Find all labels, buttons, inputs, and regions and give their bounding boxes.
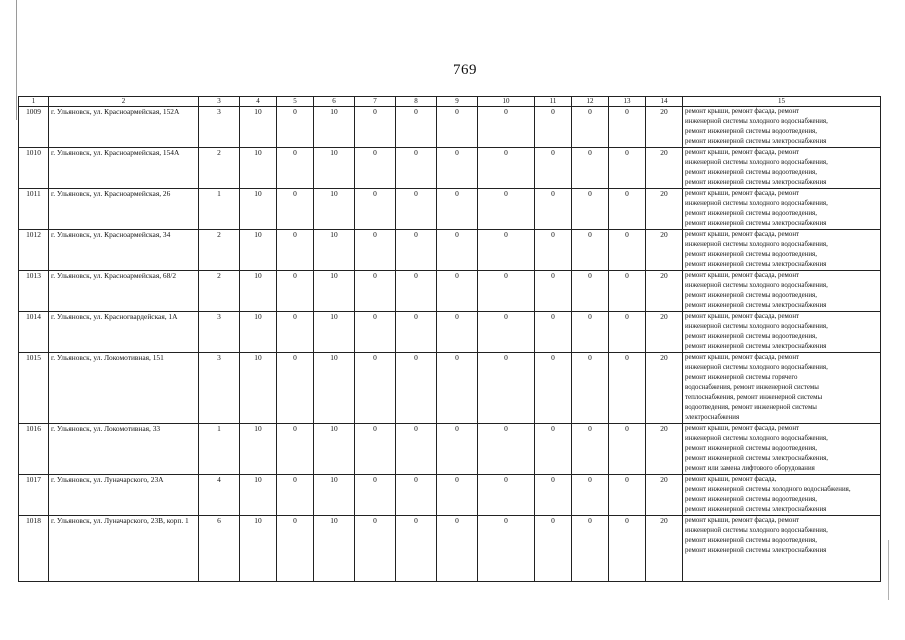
value-cell-c7: 0 xyxy=(355,475,396,516)
value-cell-c4: 10 xyxy=(240,424,277,475)
header-cell: 8 xyxy=(396,97,437,107)
value-cell-c3: 2 xyxy=(199,230,240,271)
work-type-line: ремонт инженерной системы электроснабжения, xyxy=(685,455,829,462)
value-cell-c14: 20 xyxy=(646,271,683,312)
work-types-cell xyxy=(683,230,881,271)
address-cell: г. Ульяновск, ул. Красноармейская, 152А xyxy=(49,107,199,148)
value-cell-c13: 0 xyxy=(609,189,646,230)
work-type-line: ремонт инженерной системы электроснабжения xyxy=(685,179,827,186)
work-type-line: ремонт крыши, ремонт фасада, ремонт xyxy=(685,272,800,279)
page-number: 769 xyxy=(453,62,477,78)
value-cell-c10: 0 xyxy=(478,353,535,424)
work-types-cell xyxy=(683,189,881,230)
value-cell-c12: 0 xyxy=(572,230,609,271)
value-cell-c4: 10 xyxy=(240,189,277,230)
work-types-cell xyxy=(683,271,881,312)
value-cell-c7: 0 xyxy=(355,271,396,312)
table-row xyxy=(19,148,881,189)
work-type-line: ремонт крыши, ремонт фасада, ремонт xyxy=(685,517,800,524)
value-cell-c8: 0 xyxy=(396,189,437,230)
value-cell-c3: 6 xyxy=(199,516,240,582)
work-types-cell xyxy=(683,516,881,582)
row-number: 1010 xyxy=(19,148,49,189)
work-type-line: ремонт инженерной системы водоотведения, xyxy=(685,128,817,135)
table-row xyxy=(19,312,881,353)
address-cell: г. Ульяновск, ул. Луначарского, 23А xyxy=(49,475,199,516)
header-row xyxy=(19,97,881,107)
work-type-line: ремонт крыши, ремонт фасада, ремонт xyxy=(685,149,800,156)
work-type-line: ремонт инженерной системы водоотведения, xyxy=(685,445,817,452)
work-type-line: ремонт инженерной системы электроснабжения xyxy=(685,138,827,145)
work-type-line: инженерной системы холодного водоснабжения, xyxy=(685,527,828,534)
value-cell-c6: 10 xyxy=(314,353,355,424)
value-cell-c11: 0 xyxy=(535,516,572,582)
repair-table xyxy=(18,96,881,582)
header-cell: 11 xyxy=(535,97,572,107)
table-row xyxy=(19,475,881,516)
work-type-line: ремонт или замена лифтового оборудования xyxy=(685,465,815,472)
work-type-line: ремонт инженерной системы водоотведения, xyxy=(685,537,817,544)
value-cell-c3: 3 xyxy=(199,107,240,148)
value-cell-c12: 0 xyxy=(572,189,609,230)
value-cell-c5: 0 xyxy=(277,516,314,582)
scan-edge-left xyxy=(16,0,17,120)
work-type-line: ремонт крыши, ремонт фасада, ремонт xyxy=(685,108,800,115)
address-cell: г. Ульяновск, ул. Луначарского, 23В, корп. 1 xyxy=(49,516,199,582)
value-cell-c11: 0 xyxy=(535,148,572,189)
value-cell-c8: 0 xyxy=(396,424,437,475)
value-cell-c14: 20 xyxy=(646,107,683,148)
value-cell-c11: 0 xyxy=(535,312,572,353)
address-cell: г. Ульяновск, ул. Красноармейская, 154А xyxy=(49,148,199,189)
value-cell-c3: 1 xyxy=(199,189,240,230)
row-number: 1015 xyxy=(19,353,49,424)
value-cell-c4: 10 xyxy=(240,353,277,424)
work-type-line: ремонт инженерной системы электроснабжения xyxy=(685,506,827,513)
row-number: 1013 xyxy=(19,271,49,312)
value-cell-c4: 10 xyxy=(240,148,277,189)
value-cell-c13: 0 xyxy=(609,424,646,475)
table-row xyxy=(19,516,881,582)
value-cell-c11: 0 xyxy=(535,475,572,516)
table-row xyxy=(19,424,881,475)
value-cell-c5: 0 xyxy=(277,230,314,271)
header-cell: 9 xyxy=(437,97,478,107)
work-type-line: ремонт инженерной системы водоотведения, xyxy=(685,292,817,299)
table-row xyxy=(19,189,881,230)
value-cell-c10: 0 xyxy=(478,107,535,148)
work-type-line: ремонт инженерной системы электроснабжения xyxy=(685,343,827,350)
value-cell-c7: 0 xyxy=(355,230,396,271)
value-cell-c12: 0 xyxy=(572,107,609,148)
value-cell-c5: 0 xyxy=(277,107,314,148)
row-number: 1017 xyxy=(19,475,49,516)
work-type-line: ремонт крыши, ремонт фасада, xyxy=(685,476,777,483)
work-type-line: инженерной системы холодного водоснабжения, xyxy=(685,282,828,289)
value-cell-c10: 0 xyxy=(478,424,535,475)
value-cell-c4: 10 xyxy=(240,516,277,582)
value-cell-c10: 0 xyxy=(478,516,535,582)
value-cell-c5: 0 xyxy=(277,475,314,516)
value-cell-c8: 0 xyxy=(396,148,437,189)
table-row xyxy=(19,271,881,312)
row-number: 1011 xyxy=(19,189,49,230)
value-cell-c5: 0 xyxy=(277,271,314,312)
work-types-cell xyxy=(683,107,881,148)
value-cell-c11: 0 xyxy=(535,424,572,475)
scan-edge-right xyxy=(888,540,889,600)
work-types-cell xyxy=(683,148,881,189)
value-cell-c7: 0 xyxy=(355,312,396,353)
value-cell-c6: 10 xyxy=(314,475,355,516)
work-type-line: ремонт крыши, ремонт фасада, ремонт xyxy=(685,425,800,432)
address-cell: г. Ульяновск, ул. Локомотивная, 151 xyxy=(49,353,199,424)
value-cell-c3: 2 xyxy=(199,271,240,312)
work-types-cell xyxy=(683,475,881,516)
work-type-line: ремонт инженерной системы водоотведения, xyxy=(685,496,817,503)
value-cell-c13: 0 xyxy=(609,312,646,353)
value-cell-c9: 0 xyxy=(437,516,478,582)
value-cell-c11: 0 xyxy=(535,107,572,148)
header-cell: 4 xyxy=(240,97,277,107)
work-type-line: электроснабжения xyxy=(685,414,740,421)
value-cell-c14: 20 xyxy=(646,189,683,230)
value-cell-c4: 10 xyxy=(240,107,277,148)
table-row xyxy=(19,353,881,424)
work-type-line: теплоснабжения, ремонт инженерной системы xyxy=(685,394,823,401)
value-cell-c8: 0 xyxy=(396,271,437,312)
header-cell: 7 xyxy=(355,97,396,107)
value-cell-c4: 10 xyxy=(240,475,277,516)
value-cell-c6: 10 xyxy=(314,148,355,189)
work-type-line: ремонт инженерной системы холодного водоснабжения, xyxy=(685,486,851,493)
header-cell: 12 xyxy=(572,97,609,107)
value-cell-c5: 0 xyxy=(277,424,314,475)
table-body xyxy=(19,97,881,582)
work-type-line: водоснабжения, ремонт инженерной системы xyxy=(685,384,819,391)
value-cell-c7: 0 xyxy=(355,424,396,475)
work-type-line: ремонт крыши, ремонт фасада, ремонт xyxy=(685,231,800,238)
value-cell-c3: 3 xyxy=(199,353,240,424)
value-cell-c6: 10 xyxy=(314,424,355,475)
work-type-line: ремонт инженерной системы электроснабжения xyxy=(685,220,827,227)
value-cell-c10: 0 xyxy=(478,148,535,189)
work-type-line: ремонт инженерной системы водоотведения, xyxy=(685,251,817,258)
address-cell: г. Ульяновск, ул. Красногвардейская, 1А xyxy=(49,312,199,353)
value-cell-c12: 0 xyxy=(572,312,609,353)
work-type-line: ремонт инженерной системы горячего xyxy=(685,374,798,381)
work-type-line: инженерной системы холодного водоснабжения, xyxy=(685,118,828,125)
value-cell-c7: 0 xyxy=(355,516,396,582)
value-cell-c12: 0 xyxy=(572,353,609,424)
value-cell-c5: 0 xyxy=(277,189,314,230)
row-number: 1014 xyxy=(19,312,49,353)
work-type-line: ремонт инженерной системы электроснабжения xyxy=(685,261,827,268)
address-cell: г. Ульяновск, ул. Локомотивная, 33 xyxy=(49,424,199,475)
value-cell-c8: 0 xyxy=(396,230,437,271)
value-cell-c4: 10 xyxy=(240,230,277,271)
value-cell-c13: 0 xyxy=(609,353,646,424)
value-cell-c13: 0 xyxy=(609,271,646,312)
work-type-line: ремонт крыши, ремонт фасада, ремонт xyxy=(685,313,800,320)
address-cell: г. Ульяновск, ул. Красноармейская, 34 xyxy=(49,230,199,271)
value-cell-c7: 0 xyxy=(355,353,396,424)
header-cell: 14 xyxy=(646,97,683,107)
work-type-line: инженерной системы холодного водоснабжения, xyxy=(685,241,828,248)
value-cell-c6: 10 xyxy=(314,230,355,271)
value-cell-c9: 0 xyxy=(437,424,478,475)
header-cell: 10 xyxy=(478,97,535,107)
value-cell-c7: 0 xyxy=(355,189,396,230)
work-type-line: ремонт инженерной системы электроснабжения xyxy=(685,547,827,554)
work-type-line: инженерной системы холодного водоснабжения, xyxy=(685,159,828,166)
value-cell-c9: 0 xyxy=(437,353,478,424)
value-cell-c9: 0 xyxy=(437,148,478,189)
value-cell-c3: 4 xyxy=(199,475,240,516)
value-cell-c12: 0 xyxy=(572,424,609,475)
value-cell-c7: 0 xyxy=(355,148,396,189)
value-cell-c6: 10 xyxy=(314,271,355,312)
address-cell: г. Ульяновск, ул. Красноармейская, 26 xyxy=(49,189,199,230)
header-cell: 2 xyxy=(49,97,199,107)
value-cell-c4: 10 xyxy=(240,271,277,312)
work-type-line: ремонт инженерной системы водоотведения, xyxy=(685,333,817,340)
work-types-cell xyxy=(683,312,881,353)
value-cell-c14: 20 xyxy=(646,516,683,582)
value-cell-c9: 0 xyxy=(437,189,478,230)
work-type-line: ремонт крыши, ремонт фасада, ремонт xyxy=(685,354,800,361)
value-cell-c3: 1 xyxy=(199,424,240,475)
value-cell-c5: 0 xyxy=(277,148,314,189)
value-cell-c6: 10 xyxy=(314,189,355,230)
row-number: 1018 xyxy=(19,516,49,582)
value-cell-c10: 0 xyxy=(478,271,535,312)
value-cell-c10: 0 xyxy=(478,475,535,516)
value-cell-c8: 0 xyxy=(396,516,437,582)
value-cell-c12: 0 xyxy=(572,148,609,189)
row-number: 1012 xyxy=(19,230,49,271)
value-cell-c6: 10 xyxy=(314,312,355,353)
work-type-line: ремонт инженерной системы водоотведения, xyxy=(685,210,817,217)
value-cell-c14: 20 xyxy=(646,312,683,353)
work-type-line: инженерной системы холодного водоснабжения, xyxy=(685,200,828,207)
value-cell-c13: 0 xyxy=(609,230,646,271)
value-cell-c6: 10 xyxy=(314,107,355,148)
value-cell-c11: 0 xyxy=(535,271,572,312)
value-cell-c12: 0 xyxy=(572,516,609,582)
value-cell-c9: 0 xyxy=(437,230,478,271)
value-cell-c5: 0 xyxy=(277,312,314,353)
value-cell-c11: 0 xyxy=(535,189,572,230)
value-cell-c3: 3 xyxy=(199,312,240,353)
value-cell-c14: 20 xyxy=(646,353,683,424)
value-cell-c4: 10 xyxy=(240,312,277,353)
value-cell-c8: 0 xyxy=(396,312,437,353)
work-type-line: инженерной системы холодного водоснабжения, xyxy=(685,435,828,442)
value-cell-c3: 2 xyxy=(199,148,240,189)
header-cell: 6 xyxy=(314,97,355,107)
value-cell-c14: 20 xyxy=(646,230,683,271)
table-row xyxy=(19,107,881,148)
work-type-line: ремонт крыши, ремонт фасада, ремонт xyxy=(685,190,800,197)
work-type-line: инженерной системы холодного водоснабжения, xyxy=(685,323,828,330)
value-cell-c10: 0 xyxy=(478,230,535,271)
value-cell-c13: 0 xyxy=(609,107,646,148)
header-cell: 13 xyxy=(609,97,646,107)
value-cell-c6: 10 xyxy=(314,516,355,582)
value-cell-c13: 0 xyxy=(609,516,646,582)
value-cell-c11: 0 xyxy=(535,353,572,424)
header-cell: 5 xyxy=(277,97,314,107)
work-type-line: водоотведения, ремонт инженерной системы xyxy=(685,404,817,411)
value-cell-c13: 0 xyxy=(609,148,646,189)
value-cell-c9: 0 xyxy=(437,107,478,148)
value-cell-c12: 0 xyxy=(572,475,609,516)
value-cell-c8: 0 xyxy=(396,353,437,424)
value-cell-c7: 0 xyxy=(355,107,396,148)
value-cell-c10: 0 xyxy=(478,189,535,230)
value-cell-c9: 0 xyxy=(437,312,478,353)
row-number: 1016 xyxy=(19,424,49,475)
value-cell-c8: 0 xyxy=(396,475,437,516)
value-cell-c14: 20 xyxy=(646,148,683,189)
value-cell-c12: 0 xyxy=(572,271,609,312)
value-cell-c9: 0 xyxy=(437,475,478,516)
work-type-line: ремонт инженерной системы водоотведения, xyxy=(685,169,817,176)
value-cell-c14: 20 xyxy=(646,475,683,516)
value-cell-c10: 0 xyxy=(478,312,535,353)
value-cell-c14: 20 xyxy=(646,424,683,475)
value-cell-c11: 0 xyxy=(535,230,572,271)
work-type-line: инженерной системы холодного водоснабжения, xyxy=(685,364,828,371)
work-types-cell xyxy=(683,353,881,424)
row-number: 1009 xyxy=(19,107,49,148)
work-type-line: ремонт инженерной системы электроснабжения xyxy=(685,302,827,309)
header-cell: 3 xyxy=(199,97,240,107)
header-cell: 1 xyxy=(19,97,49,107)
value-cell-c9: 0 xyxy=(437,271,478,312)
address-cell: г. Ульяновск, ул. Красноармейская, 68/2 xyxy=(49,271,199,312)
value-cell-c8: 0 xyxy=(396,107,437,148)
table-row xyxy=(19,230,881,271)
work-types-cell xyxy=(683,424,881,475)
value-cell-c13: 0 xyxy=(609,475,646,516)
header-cell: 15 xyxy=(683,97,881,107)
value-cell-c5: 0 xyxy=(277,353,314,424)
